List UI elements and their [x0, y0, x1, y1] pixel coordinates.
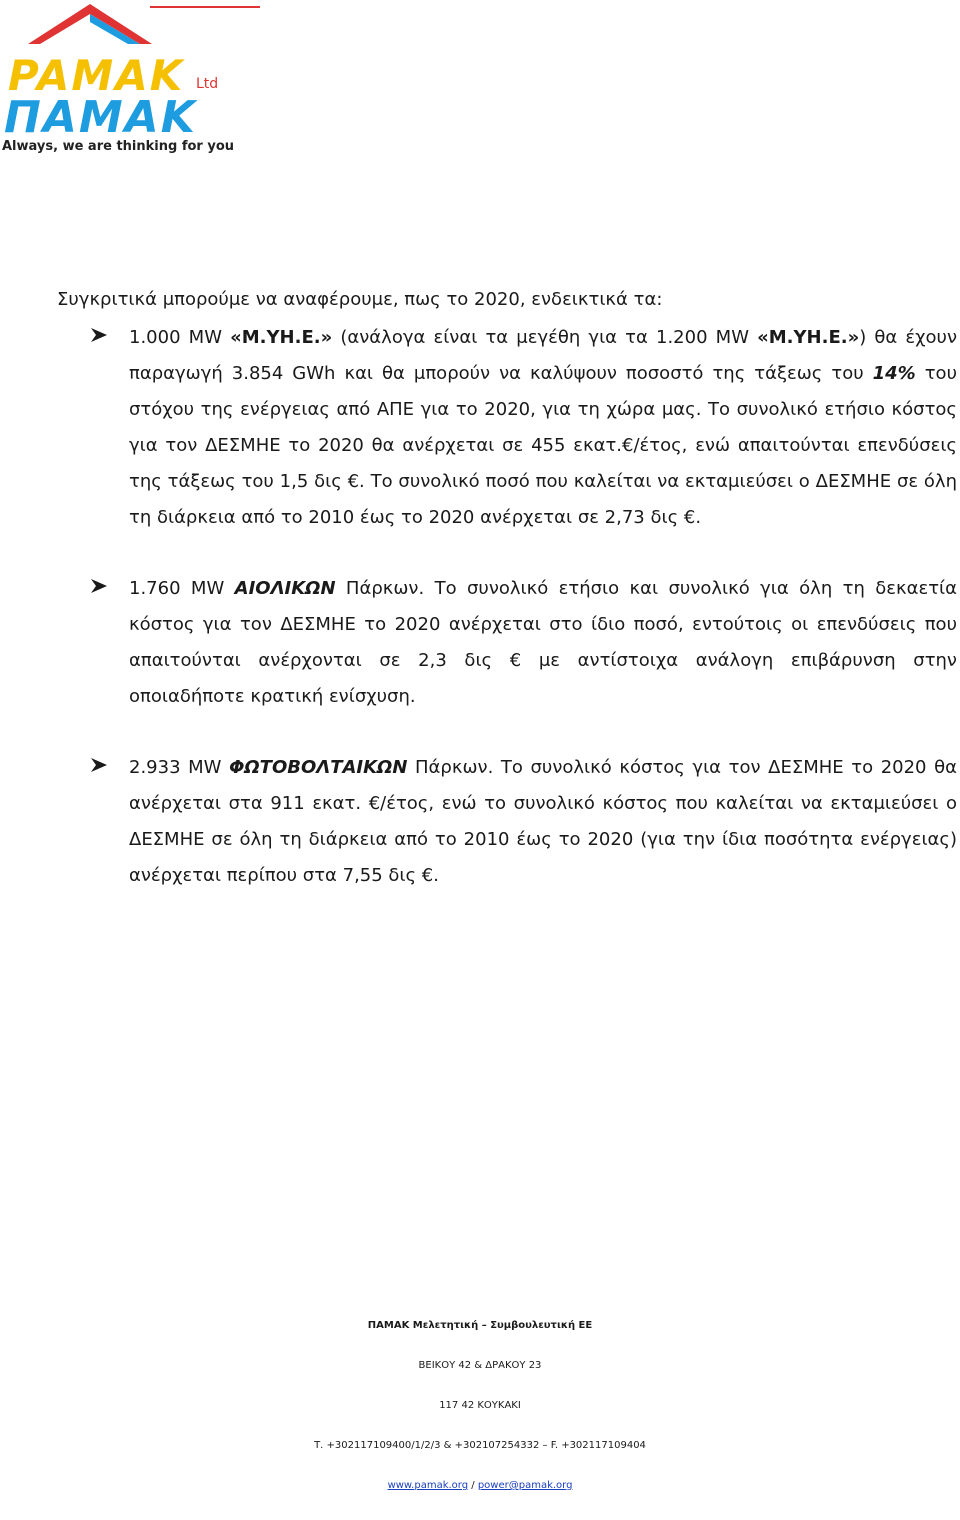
page-footer: [0, 1320, 960, 1520]
arrow-bullet-icon: [91, 328, 107, 342]
emphasis-text: 14%: [872, 363, 916, 384]
emphasis-text: «Μ.ΥΗ.Ε.»: [230, 327, 333, 348]
arrow-bullet-icon: [91, 579, 107, 593]
logo-suffix: Ltd: [196, 76, 219, 92]
footer-company: ΠΑΜΑΚ Μελετητική – Συμβουλευτική ΕΕ: [367, 1320, 593, 1331]
intro-text: Συγκριτικά μπορούμε να αναφέρουμε, πως το 2020, ενδεικτικά τα:: [57, 289, 663, 310]
emphasis-text: «Μ.ΥΗ.Ε.»: [757, 327, 860, 348]
list-item: [57, 571, 957, 715]
footer-phones: Τ. +302117109400/1/2/3 & +302107254332 – F. +302117109404: [314, 1440, 646, 1451]
email-link[interactable]: power@pamak.org: [477, 1480, 573, 1491]
arrow-bullet-icon: [91, 758, 107, 772]
emphasis-text: ΑΙΟΛΙΚΩΝ: [234, 578, 336, 599]
logo-wordmark-bottom: ΠΑΜΑΚ: [4, 92, 197, 143]
website-link[interactable]: www.pamak.org: [387, 1480, 469, 1491]
text-segment: 2.933 MW: [129, 757, 230, 778]
text-segment: 1.000 MW: [129, 327, 231, 348]
footer-postal: 117 42 ΚΟΥΚΑΚΙ: [439, 1400, 521, 1411]
text-segment: του στόχου της ενέργειας από ΑΠΕ για το 2020, για τη χώρα μας. Το συνολικό ετήσιο κόστος για τον ΔΕΣΜΗΕ το 2020 θα ανέρχεται σε 455 εκατ.€/έτος, ενώ απαιτούνται επενδύσεις της τάξεως του 1,5 δις €. Το συνολικό ποσό που καλείται να εκταμιεύσει ο ΔΕΣΜΗΕ σε όλη τη διάρκεια από το 2010 έως το 2020 ανέρχεται σε 2,73 δις €.: [129, 363, 957, 528]
emphasis-text: ΦΩΤΟΒΟΛΤΑΙΚΩΝ: [229, 757, 408, 778]
logo-roof-line: [150, 6, 260, 8]
text-segment: Πάρκων. Το συνολικό κόστος για τον ΔΕΣΜΗΕ το 2020 θα ανέρχεται στα 911 εκατ. €/έτος, ενώ το συνολικό κόστος που καλείται να εκταμιεύσει ο ΔΕΣΜΗΕ σε όλη τη διάρκεια από το 2010 έως το 2020 (για την ίδια ποσότητα ενέργειας) ανέρχεται περίπου στα 7,55 δις €.: [129, 757, 957, 886]
link-separator: /: [468, 1480, 478, 1491]
list-item: [57, 750, 957, 894]
text-segment: Πάρκων. Το συνολικό ετήσιο και συνολικό για όλη τη δεκαετία κόστος για τον ΔΕΣΜΗΕ το 2020 ανέρχεται στο ίδιο ποσό, εντούτοις οι επενδύσεις που απαιτούνται ανέρχονται σε 2,3 δις € με αντίστοιχα ανάλογη επιβάρυνση στην οποιαδήποτε κρατική ενίσχυση.: [129, 578, 957, 707]
logo-wordmark-top: PAMAK: [8, 51, 185, 100]
list-item: [57, 320, 957, 536]
company-logo: [0, 0, 266, 156]
list-item-text: [129, 571, 957, 715]
logo-roof: [28, 4, 152, 44]
footer-links: [0, 1480, 960, 1520]
text-segment: ) θα έχουν παραγωγή 3.854 GWh και θα μπορούν να καλύψουν ποσοστό της τάξεως του: [129, 327, 958, 384]
logo-tagline: Always, we are thinking for you: [2, 139, 235, 154]
text-segment: (ανάλογα είναι τα μεγέθη για τα 1.200 MW: [332, 327, 758, 348]
list-item-text: [129, 320, 957, 536]
logo-roof-shade: [90, 14, 140, 44]
text-segment: 1.760 MW: [129, 578, 235, 599]
footer-address: ΒΕΙΚΟΥ 42 & ΔΡΑΚΟΥ 23: [418, 1360, 542, 1371]
list-item-text: [129, 750, 957, 894]
